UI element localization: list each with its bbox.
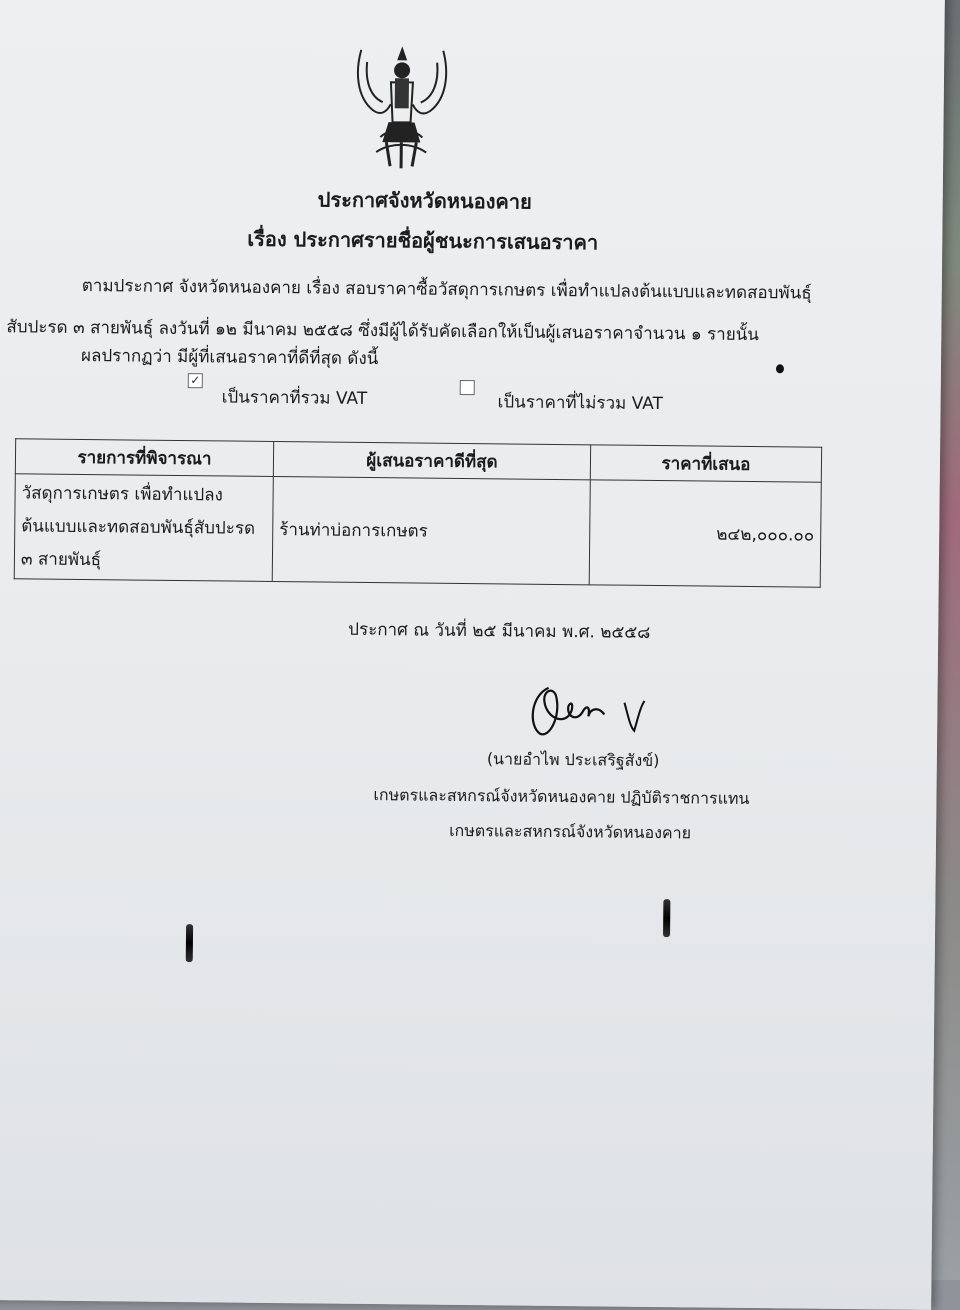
document-subject: เรื่อง ประกาศรายชื่อผู้ชนะการเสนอราคา xyxy=(247,226,599,255)
column-header-price: ราคาที่เสนอ xyxy=(590,445,821,482)
handwritten-signature xyxy=(520,676,651,747)
announcement-date: ประกาศ ณ วันที่ ๒๕ มีนาคม พ.ศ. ๒๕๕๘ xyxy=(348,619,651,643)
body-paragraph-line: ตามประกาศ จังหวัดหนองคาย เรื่อง สอบราคาซื้อวัสดุการเกษตร เพื่อทำแปลงต้นแบบและทดสอบพันธุ์ xyxy=(81,275,812,304)
column-header-bidder: ผู้เสนอราคาดีที่สุด xyxy=(273,441,590,479)
table-row xyxy=(14,474,821,587)
vat-exclude-label: เป็นราคาที่ไม่รวม VAT xyxy=(497,392,664,415)
vat-exclude-checkbox[interactable] xyxy=(460,380,475,395)
bid-results-table xyxy=(14,438,822,587)
garuda-emblem-icon xyxy=(350,42,453,171)
body-paragraph-line: ผลปรากฏว่า มีผู้ที่เสนอราคาที่ดีที่สุด ดังนี้ xyxy=(80,345,379,370)
price-cell: ๒๔๒,๐๐๐.๐๐ xyxy=(589,480,821,587)
item-cell: วัสดุการเกษตร เพื่อทำแปลงต้นแบบและทดสอบพันธุ์สับปะรด ๓ สายพันธุ์ xyxy=(14,474,273,582)
signer-name: (นายอำไพ ประเสริฐสังข์) xyxy=(486,749,660,771)
vat-include-label: เป็นราคาที่รวม VAT xyxy=(221,387,368,409)
signer-position: เกษตรและสหกรณ์จังหวัดหนองคาย ปฏิบัติราชการแทน xyxy=(373,785,750,808)
vat-include-checkbox[interactable]: ✓ xyxy=(188,373,203,388)
staple-mark xyxy=(186,924,193,962)
column-header-item: รายการที่พิจารณา xyxy=(15,439,273,477)
signer-position: เกษตรและสหกรณ์จังหวัดหนองคาย xyxy=(449,820,692,843)
bidder-cell: ร้านท่าบ่อการเกษตร xyxy=(272,476,590,584)
document-title: ประกาศจังหวัดหนองคาย xyxy=(317,187,532,214)
staple-mark xyxy=(663,899,670,937)
body-paragraph-line: สับปะรด ๓ สายพันธุ์ ลงวันที่ ๑๒ มีนาคม ๒๕๕๘ ซึ่งมีผู้ได้รับคัดเลือกให้เป็นผู้เสนอราคาจำนวน ๑ รายนั้น xyxy=(6,317,760,346)
ink-spot xyxy=(776,364,784,373)
